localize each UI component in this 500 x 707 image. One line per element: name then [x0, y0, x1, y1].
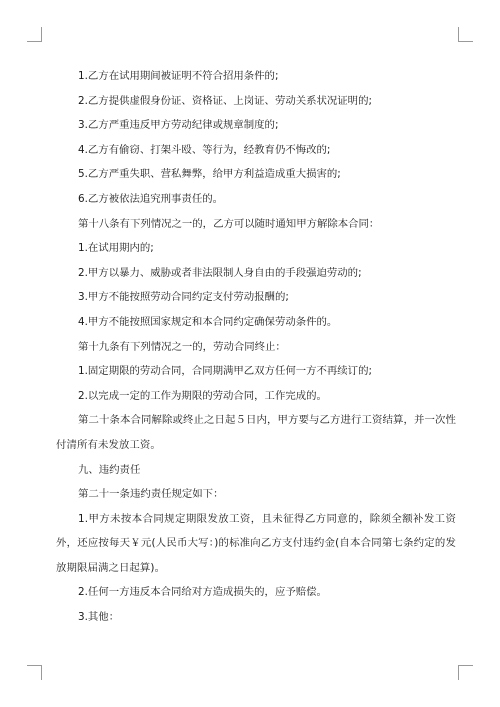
article-21-item-1: 1.甲方未按本合同规定期限发放工资，且未征得乙方同意的，除须全额补发工资外，还应按每天￥元(人民币大写：)的标准向乙方支付违约金(自本合同第七条约定的发放期限届满之日起算)。 [56, 512, 456, 574]
section-9-heading: 九、违约责任 [78, 463, 141, 476]
article-20: 第二十条本合同解除或终止之日起５日内，甲方要与乙方进行工资结算，并一次性付清所有未发放工资。 [56, 414, 456, 451]
article-18-item-1: 1.在试用期内的; [78, 242, 154, 255]
article-18-heading: 第十八条有下列情况之一的，乙方可以随时通知甲方解除本合同： [78, 217, 380, 230]
clause-item-dismissal-5: 5.乙方严重失职、营私舞弊，给甲方利益造成重大损害的; [78, 168, 341, 181]
corner-mark-top-right [458, 27, 473, 42]
corner-mark-bottom-right [458, 665, 473, 680]
article-19-item-2: 2.以完成一定的工作为期限的劳动合同，工作完成的。 [78, 389, 327, 402]
clause-item-dismissal-1: 1.乙方在试用期间被证明不符合招用条件的; [78, 70, 279, 82]
article-21-item-2: 2.任何一方违反本合同给对方造成损失的，应予赔偿。 [78, 586, 327, 599]
article-21-item-3: 3.其他： [78, 611, 120, 624]
corner-mark-bottom-left [27, 665, 42, 680]
article-21-heading: 第二十一条违约责任规定如下： [78, 488, 224, 501]
clause-item-dismissal-3: 3.乙方严重违反甲方劳动纪律或规章制度的; [78, 119, 279, 132]
clause-item-dismissal-4: 4.乙方有偷窃、打架斗殴、等行为，经教育仍不悔改的; [78, 143, 331, 156]
article-18-item-3: 3.甲方不能按照劳动合同约定支付劳动报酬的; [78, 291, 289, 304]
article-19-heading: 第十九条有下列情况之一的，劳动合同终止： [78, 340, 286, 353]
article-19-item-1: 1.固定期限的劳动合同，合同期满甲乙双方任何一方不再续订的; [78, 365, 372, 378]
article-18-item-4: 4.甲方不能按照国家规定和本合同约定确保劳动条件的。 [78, 315, 338, 328]
clause-item-dismissal-6: 6.乙方被依法追究刑事责任的。 [78, 192, 223, 205]
clause-item-dismissal-2: 2.乙方提供虚假身份证、资格证、上岗证、劳动关系状况证明的; [78, 94, 372, 107]
article-18-item-2: 2.甲方以暴力、威胁或者非法限制人身自由的手段强迫劳动的; [78, 266, 362, 279]
corner-mark-top-left [27, 27, 42, 42]
document-body [56, 64, 456, 630]
